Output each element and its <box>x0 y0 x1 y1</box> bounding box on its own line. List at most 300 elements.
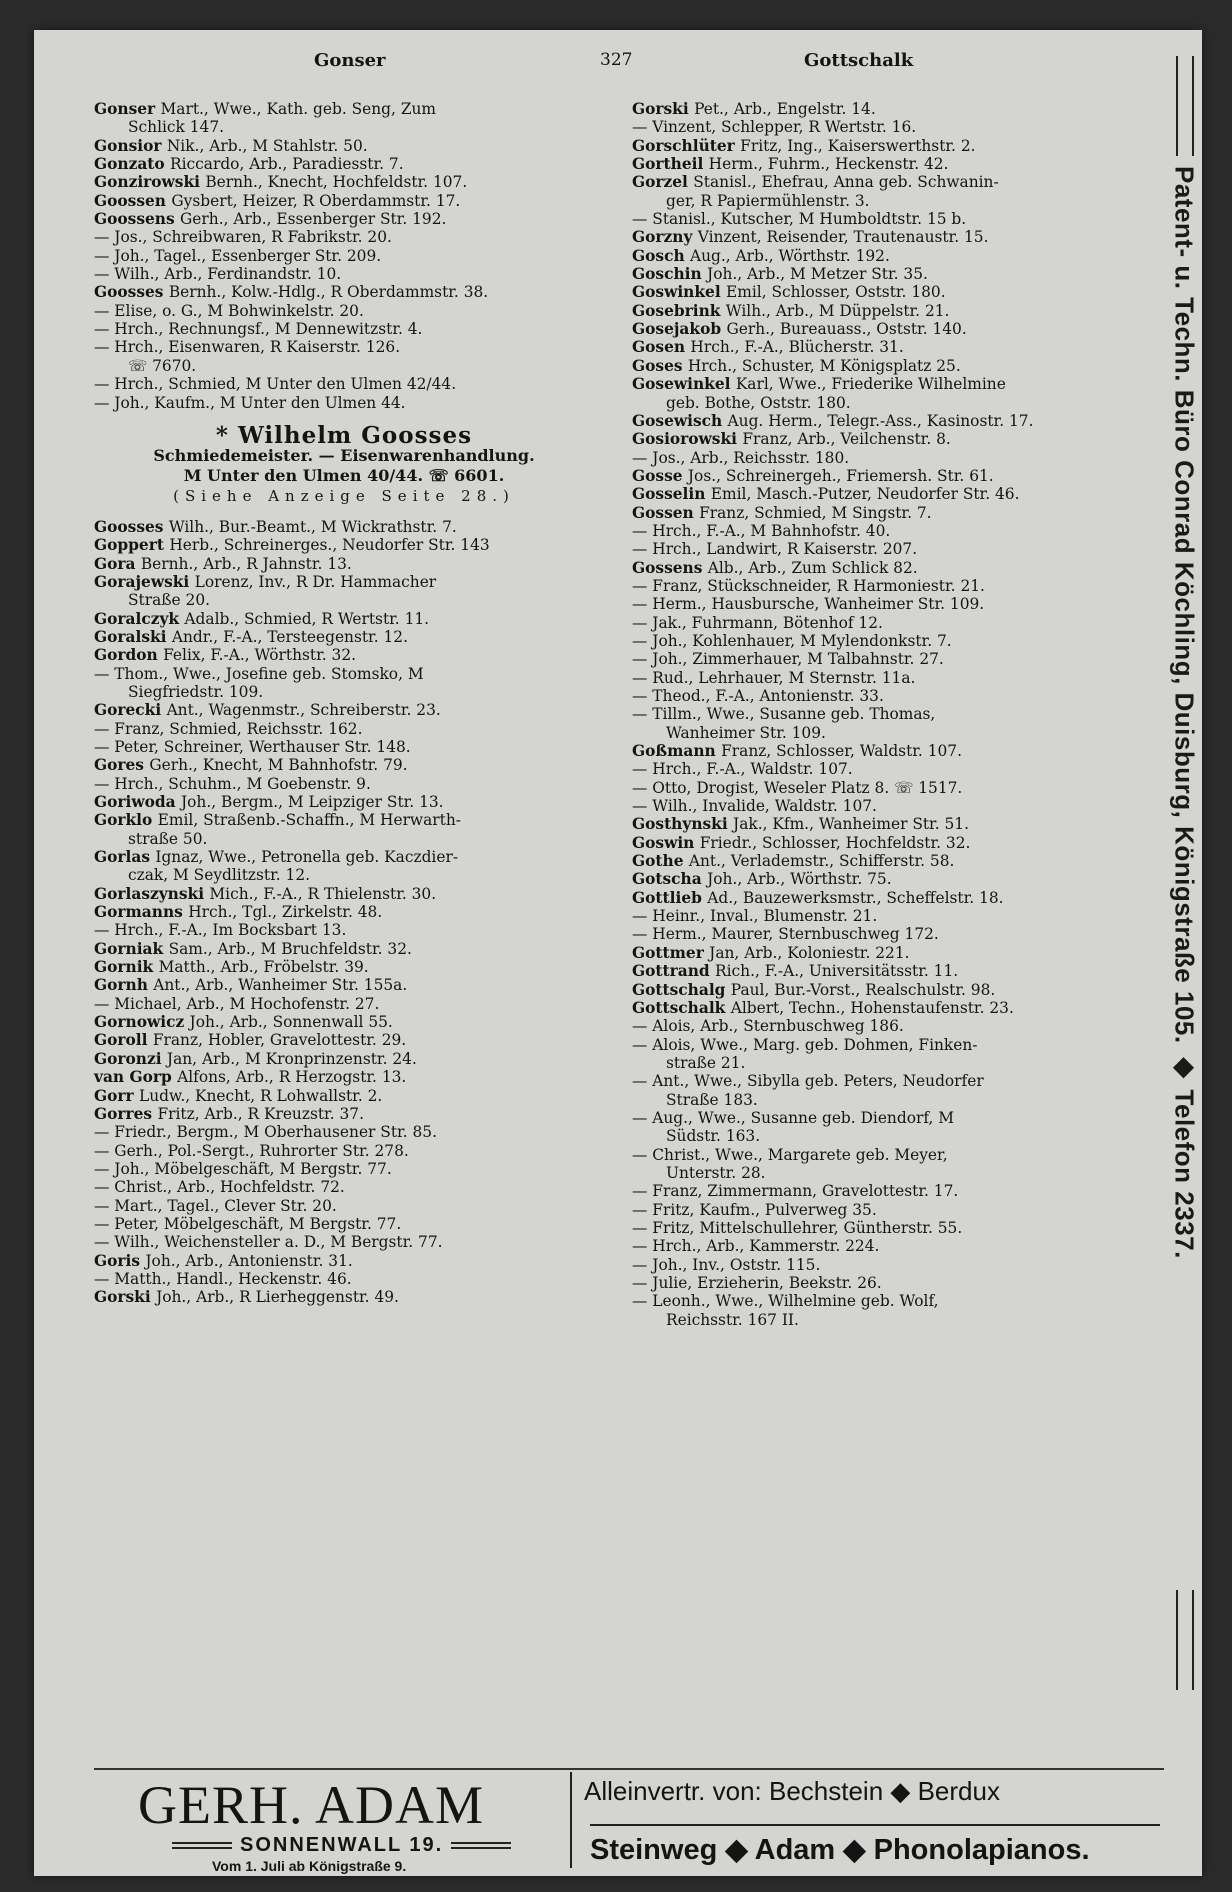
directory-entry <box>632 1036 1167 1073</box>
entry-line <box>632 1182 1167 1200</box>
header-left: Gonser <box>314 50 386 71</box>
entry-text: — Hrch., F.-A., Im Bocksbart 13. <box>94 921 347 940</box>
entry-line <box>632 1146 1167 1164</box>
right-column <box>632 100 1167 1329</box>
entry-line <box>94 247 594 265</box>
entry-text: Franz, Schlosser, Waldstr. 107. <box>721 742 962 761</box>
directory-entry <box>94 100 594 137</box>
entry-text: Reichsstr. 167 II. <box>666 1310 799 1329</box>
directory-entry <box>632 449 1167 467</box>
directory-entry <box>94 756 594 774</box>
entry-text: — Tillm., Wwe., Susanne geb. Thomas, <box>632 705 936 724</box>
entry-text: Alb., Arb., Zum Schlick 82. <box>707 558 918 577</box>
entry-surname: Gorzny <box>632 228 698 247</box>
entry-text: Bernh., Knecht, Hochfeldstr. 107. <box>205 173 468 192</box>
entry-text: straße 50. <box>128 829 208 848</box>
entry-line <box>632 1274 1167 1292</box>
entry-line <box>94 976 594 994</box>
entry-text: ger, R Papiermühlenstr. 3. <box>666 191 870 210</box>
directory-entry <box>632 962 1167 980</box>
entry-line <box>632 1091 1167 1109</box>
entry-text: Mart., Wwe., Kath. geb. Seng, Zum <box>160 100 437 118</box>
entry-text: — Leonh., Wwe., Wilhelmine geb. Wolf, <box>632 1292 939 1311</box>
entry-line <box>94 320 594 338</box>
entry-text: czak, M Seydlitzstr. 12. <box>128 866 311 885</box>
directory-entry <box>94 375 594 393</box>
entry-surname: Gosejakob <box>632 320 727 339</box>
entry-line <box>94 701 594 719</box>
directory-entry <box>94 1105 594 1123</box>
entry-text: — Wilh., Arb., Ferdinandstr. 10. <box>94 265 342 284</box>
entry-surname: Gornh <box>94 976 154 995</box>
side-advert: Patent- u. Techn. Büro Conrad Köchling, Duisburg, Königstraße 105. ◆ Telefon 2337. <box>1169 166 1200 1259</box>
directory-entry <box>632 669 1167 687</box>
footer-address <box>164 1834 519 1857</box>
promo-box <box>94 421 594 506</box>
entry-text: Herb., Schreinerges., Neudorfer Str. 143 <box>169 536 490 555</box>
entry-line <box>632 889 1167 907</box>
entry-line <box>94 283 594 301</box>
entry-surname: Gonzato <box>94 155 171 174</box>
directory-entry <box>632 1274 1167 1292</box>
entry-text: Jan, Arb., M Kronprinzenstr. 24. <box>166 1049 417 1068</box>
entry-text: Gerh., Bureauass., Oststr. 140. <box>726 320 967 339</box>
directory-entry <box>632 430 1167 448</box>
entry-text: Franz, Schmied, M Singstr. 7. <box>699 503 932 522</box>
entry-line <box>94 118 594 136</box>
entry-text: — Jak., Fuhrmann, Bötenhof 12. <box>632 613 883 632</box>
entry-line <box>94 628 594 646</box>
directory-entry <box>94 995 594 1013</box>
directory-entry <box>94 1013 594 1031</box>
directory-entry <box>94 1142 594 1160</box>
entry-line <box>632 504 1167 522</box>
entry-text: — Stanisl., Kutscher, M Humboldtstr. 15 b. <box>632 210 967 229</box>
directory-entry <box>632 302 1167 320</box>
entry-text: — Wilh., Invalide, Waldstr. 107. <box>632 797 877 816</box>
entry-text: Joh., Bergm., M Leipziger Str. 13. <box>180 793 444 811</box>
entry-line <box>94 536 594 554</box>
entry-line <box>94 848 594 866</box>
directory-entry <box>94 1288 594 1306</box>
entry-text: Mich., F.-A., R Thielenstr. 30. <box>209 884 437 903</box>
directory-page <box>34 30 1202 1876</box>
entry-text: — Ant., Wwe., Sibylla geb. Peters, Neudorfer <box>632 1072 984 1091</box>
entry-line <box>94 958 594 976</box>
entry-text: Riccardo, Arb., Paradiesstr. 7. <box>170 155 404 174</box>
entry-text: Unterstr. 28. <box>666 1163 766 1182</box>
directory-entry <box>632 228 1167 246</box>
directory-entry <box>94 518 594 536</box>
entry-surname: Gottlieb <box>632 888 708 907</box>
entry-line <box>94 756 594 774</box>
directory-entry <box>632 870 1167 888</box>
directory-entry <box>94 1252 594 1270</box>
promo-name: * Wilhelm Goosses <box>215 421 473 449</box>
entry-line <box>94 1087 594 1105</box>
entry-surname: Gorniak <box>94 939 169 958</box>
directory-entry <box>94 665 594 702</box>
entry-surname: Gottrand <box>632 962 716 981</box>
entry-text: Südstr. 163. <box>666 1127 761 1146</box>
entry-surname: Goses <box>632 356 688 375</box>
entry-surname: Gosebrink <box>632 301 726 320</box>
entry-line <box>94 1031 594 1049</box>
directory-entry <box>632 412 1167 430</box>
directory-entry <box>632 742 1167 760</box>
entry-text: ☏ 7670. <box>128 356 197 375</box>
directory-entry <box>94 1270 594 1288</box>
footer-address2: Vom 1. Juli ab Königstraße 9. <box>212 1858 407 1874</box>
entry-surname: Gordon <box>94 646 164 665</box>
entry-surname: Goossen <box>94 191 172 210</box>
entry-text: Karl, Wwe., Friederike Wilhelmine <box>735 375 1006 394</box>
promo-line2: M Unter den Ulmen 40/44. ☏ 6601. <box>183 465 505 485</box>
entry-text: Bernh., Kolw.-Hdlg., R Oberdammstr. 38. <box>168 283 489 302</box>
entry-line <box>632 1072 1167 1090</box>
entry-text: Jak., Kfm., Wanheimer Str. 51. <box>733 815 969 834</box>
entry-text: — Rud., Lehrhauer, M Sternstr. 11a. <box>632 668 916 687</box>
entry-line <box>94 192 594 210</box>
directory-entry <box>632 907 1167 925</box>
directory-entry <box>632 1017 1167 1035</box>
entry-text: Gysbert, Heizer, R Oberdammstr. 17. <box>171 191 461 210</box>
entry-text: Wilh., Arb., M Düppelstr. 21. <box>725 301 950 320</box>
entry-line <box>632 870 1167 888</box>
entry-line <box>94 775 594 793</box>
entry-line <box>632 1036 1167 1054</box>
entry-text: geb. Bothe, Oststr. 180. <box>666 393 851 412</box>
entry-text: — Joh., Kaufm., M Unter den Ulmen 44. <box>94 393 406 412</box>
entry-line <box>632 962 1167 980</box>
entry-text: Hrch., F.-A., Blücherstr. 31. <box>690 338 904 357</box>
entry-line <box>632 559 1167 577</box>
entry-line <box>632 394 1167 412</box>
entry-text: Nik., Arb., M Stahlstr. 50. <box>166 136 368 155</box>
entry-line <box>94 357 594 375</box>
directory-entry <box>632 467 1167 485</box>
entry-text: — Peter, Schreiner, Werthauser Str. 148. <box>94 737 411 756</box>
entry-surname: Goriwoda <box>94 793 181 811</box>
directory-entry <box>94 1160 594 1178</box>
entry-text: Straße 20. <box>128 591 211 610</box>
entry-line <box>94 903 594 921</box>
directory-entry <box>94 1233 594 1251</box>
directory-entry <box>94 1178 594 1196</box>
directory-entry <box>632 1182 1167 1200</box>
entry-line <box>632 449 1167 467</box>
directory-entry <box>632 1237 1167 1255</box>
entry-surname: Gosiorowski <box>632 430 743 449</box>
entry-line <box>94 1142 594 1160</box>
entry-line <box>94 555 594 573</box>
directory-entry <box>94 247 594 265</box>
entry-text: Rich., F.-A., Universitätsstr. 11. <box>715 962 959 981</box>
entry-surname: Goosses <box>94 517 169 536</box>
footer-address-text: SONNENWALL 19. <box>240 1834 444 1856</box>
entry-surname: Gormanns <box>94 903 189 922</box>
entry-text: Franz, Hobler, Gravelottestr. 29. <box>152 1031 407 1050</box>
entry-line <box>632 834 1167 852</box>
directory-entry <box>94 320 594 338</box>
directory-entry <box>94 555 594 573</box>
entry-text: — Fritz, Mittelschullehrer, Güntherstr. 55. <box>632 1218 963 1237</box>
entry-text: — Hrch., F.-A., Waldstr. 107. <box>632 760 853 779</box>
entry-text: Hrch., Tgl., Zirkelstr. 48. <box>188 903 383 922</box>
directory-entry <box>632 485 1167 503</box>
entry-line <box>94 265 594 283</box>
entry-line <box>632 430 1167 448</box>
entry-line <box>632 1292 1167 1310</box>
entry-line <box>632 760 1167 778</box>
directory-entry <box>632 320 1167 338</box>
directory-entry <box>632 1146 1167 1183</box>
directory-entry <box>632 265 1167 283</box>
entry-text: — Hrch., F.-A., M Bahnhofstr. 40. <box>632 521 891 540</box>
entry-line <box>94 1160 594 1178</box>
left-entries-top <box>94 100 594 412</box>
entry-surname: Goßmann <box>632 742 722 761</box>
entry-line <box>632 228 1167 246</box>
entry-text: Ad., Bauzewerksmstr., Scheffelstr. 18. <box>707 888 1004 907</box>
entry-line <box>632 265 1167 283</box>
entry-line <box>94 995 594 1013</box>
entry-surname: Gossen <box>632 503 700 522</box>
entry-text: Pet., Arb., Engelstr. 14. <box>694 100 876 118</box>
entry-surname: Gorski <box>94 1288 157 1307</box>
directory-entry <box>94 228 594 246</box>
entry-text: Joh., Arb., M Metzer Str. 35. <box>707 265 928 284</box>
directory-entry <box>632 283 1167 301</box>
entry-line <box>632 1054 1167 1072</box>
entry-text: — Herm., Maurer, Sternbuschweg 172. <box>632 925 939 944</box>
entry-surname: Goronzi <box>94 1049 167 1068</box>
entry-line <box>632 669 1167 687</box>
entry-text: Wanheimer Str. 109. <box>666 723 826 742</box>
entry-surname: Gosse <box>632 466 688 485</box>
entry-text: Joh., Arb., Antonienstr. 31. <box>145 1251 353 1270</box>
entry-line <box>632 907 1167 925</box>
directory-entry <box>94 610 594 628</box>
entry-line <box>94 155 594 173</box>
entry-surname: Goralski <box>94 627 172 646</box>
footer-divider <box>570 1772 572 1868</box>
directory-entry <box>632 815 1167 833</box>
directory-entry <box>94 1050 594 1068</box>
entry-text: Ignaz, Wwe., Petronella geb. Kaczdier- <box>155 848 459 867</box>
entry-text: Stanisl., Ehefrau, Anna geb. Schwanin- <box>693 173 999 192</box>
entry-text: Ludw., Knecht, R Lohwallstr. 2. <box>139 1086 383 1105</box>
entry-text: — Wilh., Weichensteller a. D., M Bergstr. 77. <box>94 1233 443 1252</box>
directory-entry <box>632 559 1167 577</box>
entry-text: Felix, F.-A., Wörthstr. 32. <box>163 646 357 665</box>
entry-text: — Franz, Stückschneider, R Harmoniestr. 21. <box>632 576 985 595</box>
margin-rule-bottom <box>1176 1590 1194 1690</box>
entry-line <box>94 1233 594 1251</box>
directory-entry <box>632 852 1167 870</box>
entry-text: — Matth., Handl., Heckenstr. 46. <box>94 1269 352 1288</box>
entry-line <box>94 866 594 884</box>
directory-entry <box>94 811 594 848</box>
entry-line <box>632 173 1167 191</box>
entry-text: — Hrch., Landwirt, R Kaiserstr. 207. <box>632 540 918 559</box>
entry-text: Aug. Herm., Telegr.-Ass., Kasinostr. 17. <box>727 411 1034 430</box>
entry-line <box>94 137 594 155</box>
entry-line <box>632 522 1167 540</box>
entry-text: — Theod., F.-A., Antonienstr. 33. <box>632 687 884 705</box>
directory-entry <box>632 100 1167 118</box>
entry-text: Adalb., Schmied, R Wertstr. 11. <box>184 609 430 628</box>
directory-entry <box>632 577 1167 595</box>
entry-line <box>94 793 594 811</box>
directory-entry <box>632 705 1167 742</box>
directory-entry <box>632 614 1167 632</box>
entry-line <box>94 518 594 536</box>
entry-text: Wilh., Bur.-Beamt., M Wickrathstr. 7. <box>168 517 457 536</box>
entry-surname: Gora <box>94 554 141 573</box>
directory-entry <box>632 1109 1167 1146</box>
entry-text: — Thom., Wwe., Josefine geb. Stomsko, M <box>94 664 424 683</box>
directory-entry <box>632 1219 1167 1237</box>
entry-line <box>94 591 594 609</box>
entry-text: — Hrch., Schmied, M Unter den Ulmen 42/44. <box>94 375 457 394</box>
entry-surname: van Gorp <box>94 1068 178 1087</box>
entry-surname: Gortheil <box>632 155 709 174</box>
entry-line <box>94 302 594 320</box>
entry-line <box>632 687 1167 705</box>
directory-entry <box>94 192 594 210</box>
entry-text: — Joh., Inv., Oststr. 115. <box>632 1255 821 1274</box>
entry-text: Hrch., Schuster, M Königsplatz 25. <box>687 356 961 375</box>
entry-line <box>94 1013 594 1031</box>
entry-line <box>94 375 594 393</box>
entry-text: — Franz, Schmied, Reichsstr. 162. <box>94 719 363 738</box>
entry-line <box>632 742 1167 760</box>
entry-line <box>94 646 594 664</box>
entry-text: Schlick 147. <box>128 118 225 137</box>
directory-entry <box>94 265 594 283</box>
entry-text: — Michael, Arb., M Hochofenstr. 27. <box>94 994 380 1013</box>
entry-text: Ant., Verlademstr., Schifferstr. 58. <box>688 852 955 871</box>
entry-text: Paul, Bur.-Vorst., Realschulstr. 98. <box>730 980 996 999</box>
entry-line <box>632 779 1167 797</box>
directory-entry <box>94 536 594 554</box>
entry-text: — Hrch., Schuhm., M Goebenstr. 9. <box>94 774 371 793</box>
footer-advert <box>94 1768 1164 1874</box>
entry-text: Friedr., Schlosser, Hochfeldstr. 32. <box>699 833 971 852</box>
entry-text: straße 21. <box>666 1053 746 1072</box>
directory-entry <box>94 976 594 994</box>
entry-surname: Gorschlüter <box>632 136 741 155</box>
entry-line <box>632 577 1167 595</box>
entry-text: — Christ., Arb., Hochfeldstr. 72. <box>94 1178 345 1197</box>
entry-surname: Goschin <box>632 265 708 284</box>
directory-entry <box>94 302 594 320</box>
directory-entry <box>632 650 1167 668</box>
page-number: 327 <box>600 50 633 70</box>
entry-text: Fritz, Arb., R Kreuzstr. 37. <box>157 1104 364 1123</box>
directory-entry <box>632 1072 1167 1109</box>
entry-line <box>632 338 1167 356</box>
entry-surname: Gonser <box>94 100 161 118</box>
directory-entry <box>632 247 1167 265</box>
directory-entry <box>94 720 594 738</box>
directory-entry <box>632 1292 1167 1329</box>
entry-line <box>94 338 594 356</box>
entry-line <box>94 665 594 683</box>
entry-line <box>632 1127 1167 1145</box>
entry-text: — Joh., Möbelgeschäft, M Bergstr. 77. <box>94 1159 392 1178</box>
entry-line <box>94 683 594 701</box>
header-right: Gottschalk <box>804 50 914 71</box>
entry-line <box>632 302 1167 320</box>
directory-entry <box>94 793 594 811</box>
entry-text: Alfons, Arb., R Herzogstr. 13. <box>177 1068 407 1087</box>
entry-surname: Gottmer <box>632 943 710 962</box>
entry-line <box>632 540 1167 558</box>
entry-surname: Gosen <box>632 338 691 357</box>
entry-text: Sam., Arb., M Bruchfeldstr. 32. <box>168 939 412 958</box>
entry-text: — Otto, Drogist, Weseler Platz 8. ☏ 1517. <box>632 778 963 797</box>
entry-text: Matth., Arb., Fröbelstr. 39. <box>158 958 369 977</box>
directory-entry <box>94 283 594 301</box>
entry-line <box>632 981 1167 999</box>
entry-text: Lorenz, Inv., R Dr. Hammacher <box>194 572 437 591</box>
directory-entry <box>94 1123 594 1141</box>
left-entries-bottom <box>94 518 594 1307</box>
entry-line <box>632 1109 1167 1127</box>
entry-text: — Aug., Wwe., Susanne geb. Diendorf, M <box>632 1108 955 1127</box>
directory-entry <box>632 504 1167 522</box>
footer-rule-right <box>451 1842 511 1849</box>
entry-surname: Gosewinkel <box>632 375 736 394</box>
entry-surname: Goossens <box>94 210 181 229</box>
entry-surname: Gorski <box>632 100 695 118</box>
entry-line <box>632 210 1167 228</box>
entry-line <box>632 467 1167 485</box>
entry-line <box>632 797 1167 815</box>
promo-line1: Schmiedemeister. — Eisenwarenhandlung. <box>153 445 535 465</box>
entry-surname: Gosselin <box>632 485 711 504</box>
entry-text: Herm., Fuhrm., Heckenstr. 42. <box>708 155 949 174</box>
entry-line <box>632 1219 1167 1237</box>
entry-line <box>632 412 1167 430</box>
entry-text: — Franz, Zimmermann, Gravelottestr. 17. <box>632 1182 959 1201</box>
entry-text: Joh., Arb., R Lierheggenstr. 49. <box>156 1288 399 1307</box>
entry-text: — Joh., Kohlenhauer, M Mylendonkstr. 7. <box>632 631 952 650</box>
entry-line <box>94 720 594 738</box>
directory-entry <box>94 628 594 646</box>
entry-line <box>94 738 594 756</box>
entry-line <box>632 614 1167 632</box>
entry-text: — Hrch., Arb., Kammerstr. 224. <box>632 1237 880 1256</box>
entry-line <box>94 1178 594 1196</box>
entry-line <box>94 1068 594 1086</box>
directory-entry <box>632 944 1167 962</box>
entry-line <box>94 1270 594 1288</box>
entry-line <box>632 192 1167 210</box>
directory-entry <box>632 760 1167 778</box>
directory-entry <box>632 137 1167 155</box>
directory-entry <box>94 646 594 664</box>
entry-line <box>632 357 1167 375</box>
directory-entry <box>94 958 594 976</box>
directory-entry <box>94 1215 594 1233</box>
entry-line <box>94 1050 594 1068</box>
entry-text: Franz, Arb., Veilchenstr. 8. <box>742 430 951 449</box>
directory-entry <box>94 155 594 173</box>
entry-text: — Herm., Hausbursche, Wanheimer Str. 109. <box>632 595 985 614</box>
